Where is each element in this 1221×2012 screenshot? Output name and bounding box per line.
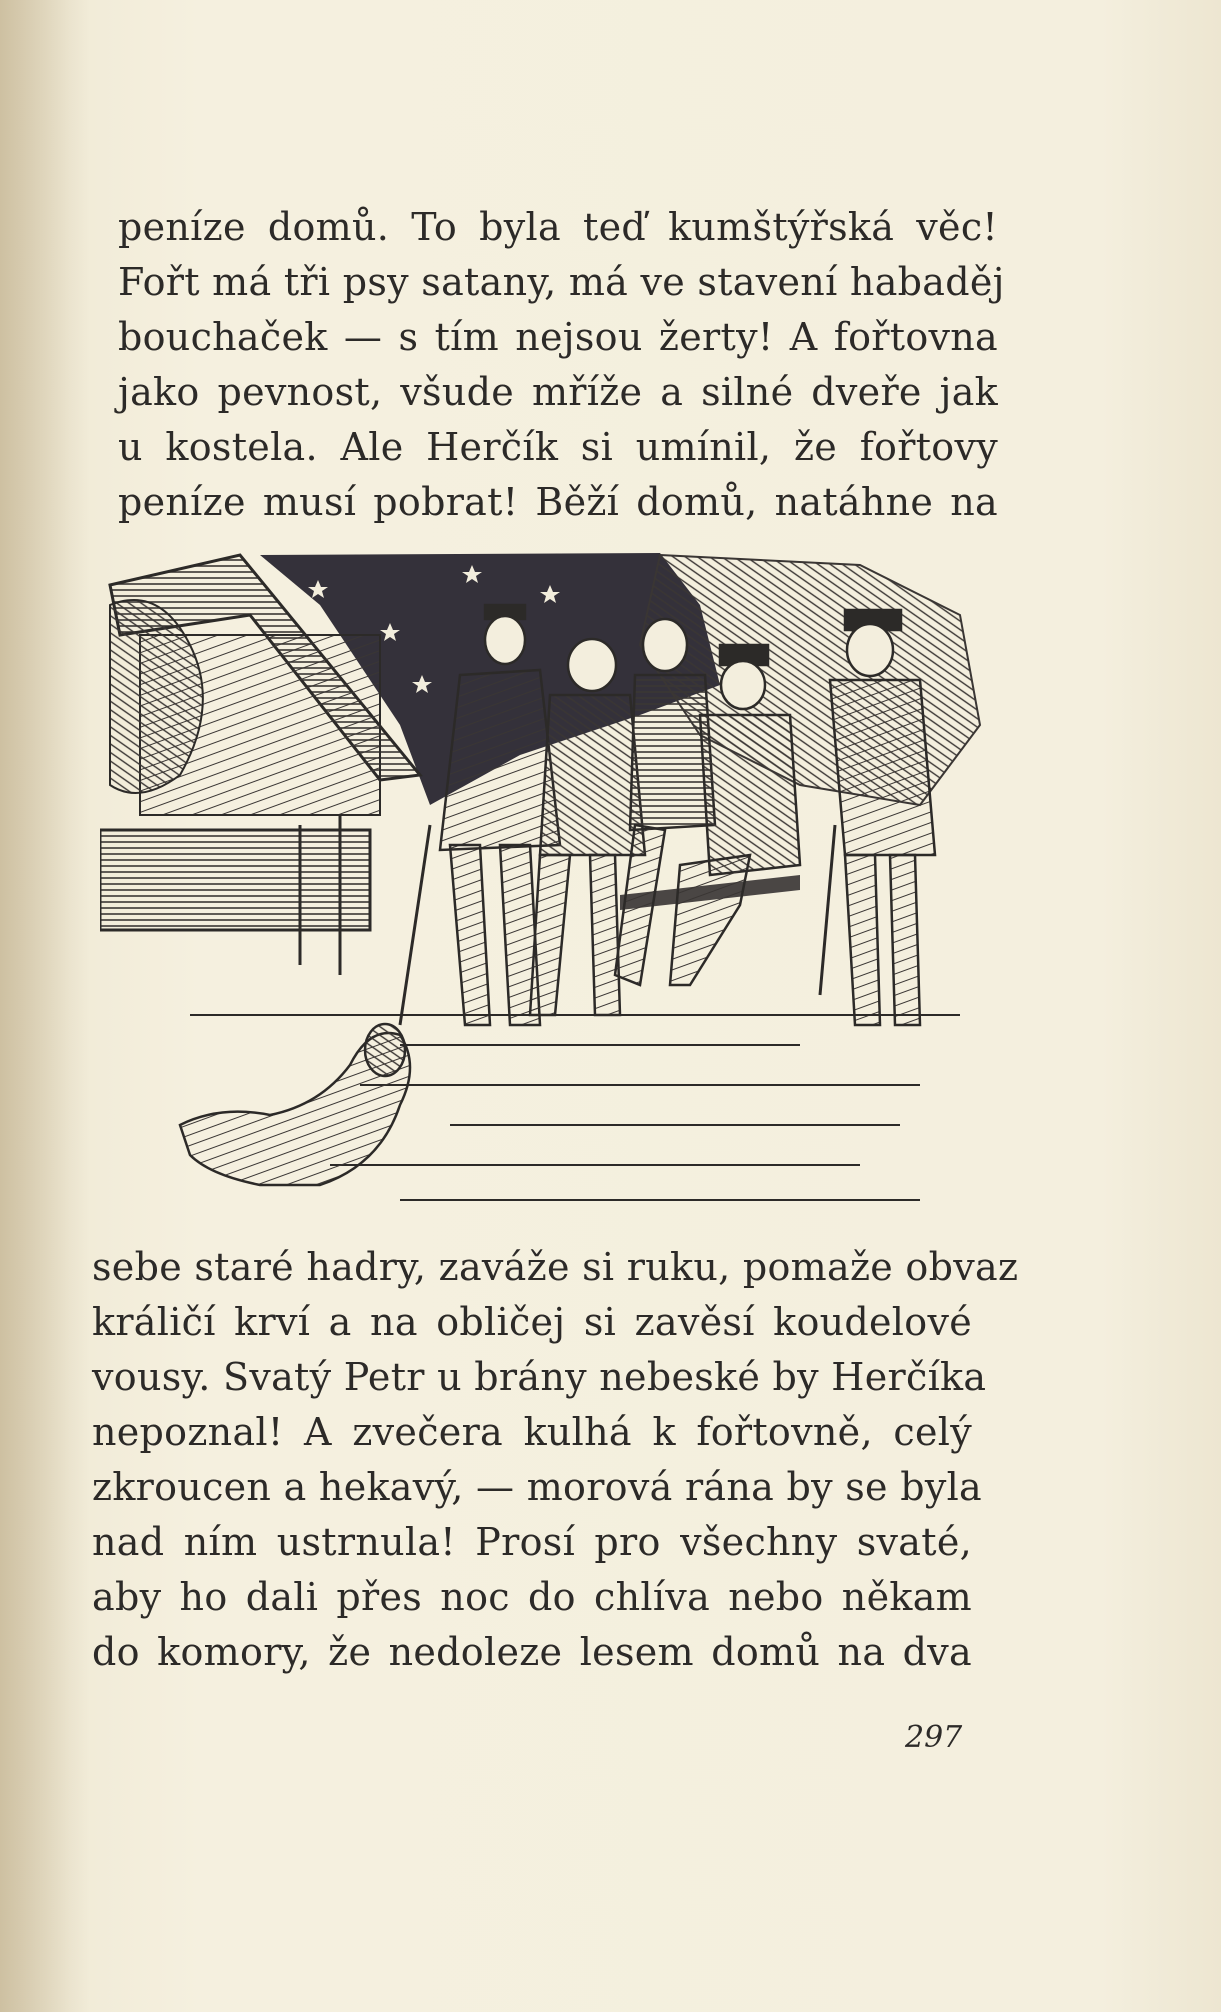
page-number: 297: [905, 1720, 963, 1755]
text-line: vousy. Svatý Petr u brány nebeské by Herčíka: [92, 1355, 987, 1399]
text-line: aby ho dali přes noc do chlíva nebo někam: [92, 1575, 972, 1619]
text-line: do komory, že nedoleze lesem domů na dva: [92, 1630, 972, 1674]
dog: [180, 1024, 410, 1185]
text-line: peníze domů. To byla teď kumštýřská věc!: [118, 205, 998, 249]
text-line: nad ním ustrnula! Prosí pro všechny svaté,: [92, 1520, 972, 1564]
text-line: zkroucen a hekavý, — morová rána by se byla: [92, 1465, 983, 1509]
text-line: bouchaček — s tím nejsou žerty! A fořtovna: [118, 315, 998, 359]
fence: [100, 815, 370, 975]
text-line: Fořt má tři psy satany, má ve stavení habaděj: [118, 260, 1005, 304]
text-line: sebe staré hadry, zaváže si ruku, pomaže obvaz: [92, 1245, 1019, 1289]
text-block-top: [118, 200, 1005, 530]
text-line: jako pevnost, všude mříže a silné dveře jak: [118, 370, 998, 414]
text-line: u kostela. Ale Herčík si umínil, že fořtovy: [118, 425, 998, 469]
engraving-illustration: [100, 545, 990, 1225]
spine-shadow: [0, 0, 90, 2012]
text-line: nepoznal! A zvečera kulhá k fořtovně, celý: [92, 1410, 972, 1454]
text-line: peníze musí pobrat! Běží domů, natáhne na: [118, 480, 998, 524]
text-line: králičí krví a na obličej si zavěsí koudelové: [92, 1300, 972, 1344]
text-block-bottom: [92, 1240, 1019, 1680]
